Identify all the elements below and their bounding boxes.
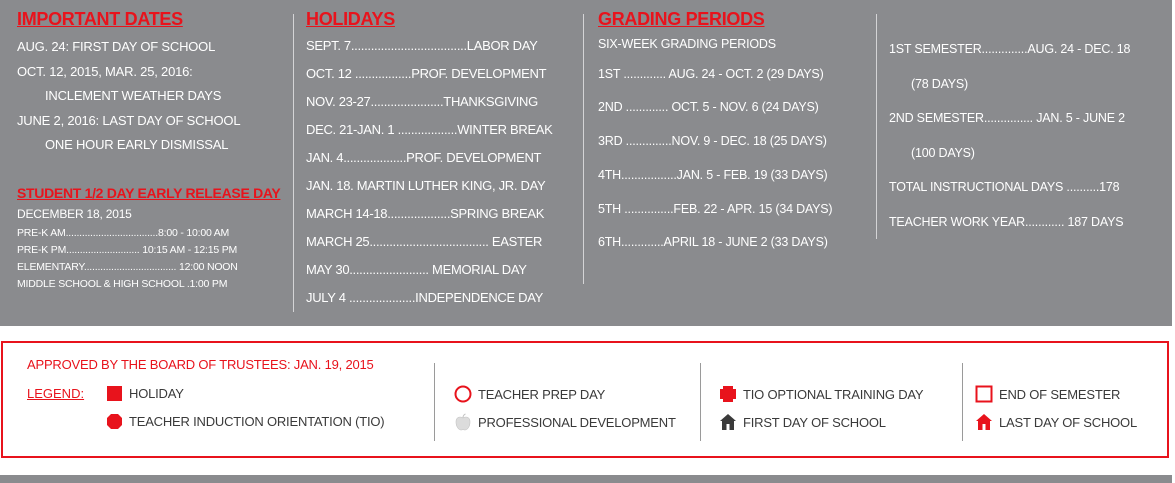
legend-label: LEGEND:: [27, 386, 85, 401]
schoolhouse-icon: [719, 413, 737, 431]
legend-divider: [700, 363, 701, 441]
red-notched-square-icon: [719, 385, 737, 403]
early-release-section: [17, 185, 280, 293]
board-approval-text: APPROVED BY THE BOARD OF TRUSTEES: JAN. 19, 2015: [27, 357, 374, 372]
red-schoolhouse-icon: [975, 413, 993, 431]
semester-line: 1ST SEMESTER..............AUG. 24 - DEC. 18: [889, 42, 1131, 56]
early-release-row: PRE-K PM........................... 10:15 AM - 12:15 PM: [17, 243, 238, 256]
important-dates-section: [17, 8, 280, 293]
grading-period-line: 2ND ............. OCT. 5 - NOV. 6 (24 DAYS): [598, 100, 819, 115]
legend-item-label: TEACHER INDUCTION ORIENTATION (TIO): [129, 414, 385, 429]
important-date-line: JUNE 2, 2016: LAST DAY OF SCHOOL: [17, 112, 241, 128]
important-date-line: ONE HOUR EARLY DISMISSAL: [45, 137, 229, 152]
semester-line: (78 DAYS): [911, 76, 969, 91]
legend-item-label: END OF SEMESTER: [999, 386, 1121, 402]
grading-period-line: 4TH.................JAN. 5 - FEB. 19 (33 DAYS): [598, 167, 828, 182]
important-date-line: AUG. 24: FIRST DAY OF SCHOOL: [17, 39, 216, 54]
holiday-line: JAN. 4...................PROF. DEVELOPMENT: [306, 150, 542, 165]
grading-periods-subtitle: SIX-WEEK GRADING PERIODS: [598, 37, 776, 51]
holiday-line: SEPT. 7...................................LABOR DAY: [306, 38, 538, 53]
holiday-line: MARCH 25.................................... EASTER: [306, 234, 543, 249]
grading-periods-heading: GRADING PERIODS: [598, 9, 765, 29]
holiday-line: NOV. 23-27......................THANKSGIVING: [306, 94, 538, 109]
early-release-row: ELEMENTARY.................................. 12:00 NOON: [17, 260, 238, 273]
legend-divider: [434, 363, 435, 441]
legend-item-label: TIO OPTIONAL TRAINING DAY: [743, 386, 924, 402]
important-date-line: INCLEMENT WEATHER DAYS: [45, 88, 222, 103]
legend-box: [1, 341, 1169, 458]
column-divider: [293, 14, 294, 312]
red-square-icon: [106, 385, 123, 402]
bottom-strip: [0, 475, 1172, 483]
important-date-line: OCT. 12, 2015, MAR. 25, 2016:: [17, 63, 193, 79]
column-divider: [876, 14, 877, 239]
legend-item-prof-dev: [454, 413, 676, 431]
holiday-line: MARCH 14-18...................SPRING BREAK: [306, 206, 545, 221]
legend-item-last-day: [975, 413, 1137, 431]
legend-item-holiday: [106, 385, 184, 402]
legend-item-teacher-prep: [454, 385, 605, 403]
legend-item-tio-optional: [719, 385, 923, 403]
legend-item-label: HOLIDAY: [129, 386, 184, 401]
early-release-date: DECEMBER 18, 2015: [17, 206, 132, 221]
column-divider: [583, 14, 584, 284]
early-release-row: MIDDLE SCHOOL & HIGH SCHOOL .1:00 PM: [17, 277, 228, 290]
holiday-line: JULY 4 ....................INDEPENDENCE DAY: [306, 290, 544, 305]
legend-item-tio: [106, 413, 384, 430]
holiday-line: JAN. 18. MARTIN LUTHER KING, JR. DAY: [306, 178, 546, 193]
holiday-line: OCT. 12 .................PROF. DEVELOPMENT: [306, 66, 547, 81]
grading-period-line: 5TH ...............FEB. 22 - APR. 15 (34 DAYS): [598, 201, 833, 216]
semester-line: TEACHER WORK YEAR............ 187 DAYS: [889, 214, 1124, 229]
semester-line: 2ND SEMESTER............... JAN. 5 - JUNE 2: [889, 111, 1125, 125]
legend-item-first-day: [719, 413, 886, 431]
legend-item-label: FIRST DAY OF SCHOOL: [743, 414, 886, 430]
semesters-section: [889, 32, 1130, 239]
legend-item-label: PROFESSIONAL DEVELOPMENT: [478, 414, 676, 430]
early-release-row: PRE-K AM..................................8:00 - 10:00 AM: [17, 226, 230, 239]
red-octagon-icon: [106, 413, 123, 430]
holidays-heading: HOLIDAYS: [306, 9, 395, 29]
legend-item-label: TEACHER PREP DAY: [478, 386, 606, 402]
holiday-line: MAY 30........................ MEMORIAL DAY: [306, 262, 527, 277]
red-circle-outline-icon: [454, 385, 472, 403]
grading-period-line: 1ST ............. AUG. 24 - OCT. 2 (29 DAYS): [598, 66, 824, 81]
grading-period-line: 3RD ..............NOV. 9 - DEC. 18 (25 DAYS): [598, 134, 827, 149]
legend-item-end-semester: [975, 385, 1120, 403]
legend-divider: [962, 363, 963, 441]
early-release-heading: STUDENT 1/2 DAY EARLY RELEASE DAY: [17, 184, 281, 201]
apple-icon: [454, 413, 472, 431]
grading-period-line: 6TH.............APRIL 18 - JUNE 2 (33 DAYS): [598, 235, 828, 250]
legend-item-label: LAST DAY OF SCHOOL: [999, 414, 1137, 430]
grading-periods-section: [598, 8, 832, 260]
semester-line: TOTAL INSTRUCTIONAL DAYS ..........178: [889, 180, 1120, 194]
semester-line: (100 DAYS): [911, 145, 975, 160]
red-square-outline-icon: [975, 385, 993, 403]
holidays-section: [306, 8, 553, 312]
important-dates-heading: IMPORTANT DATES: [17, 9, 183, 29]
holiday-line: DEC. 21-JAN. 1 ..................WINTER BREAK: [306, 122, 553, 137]
